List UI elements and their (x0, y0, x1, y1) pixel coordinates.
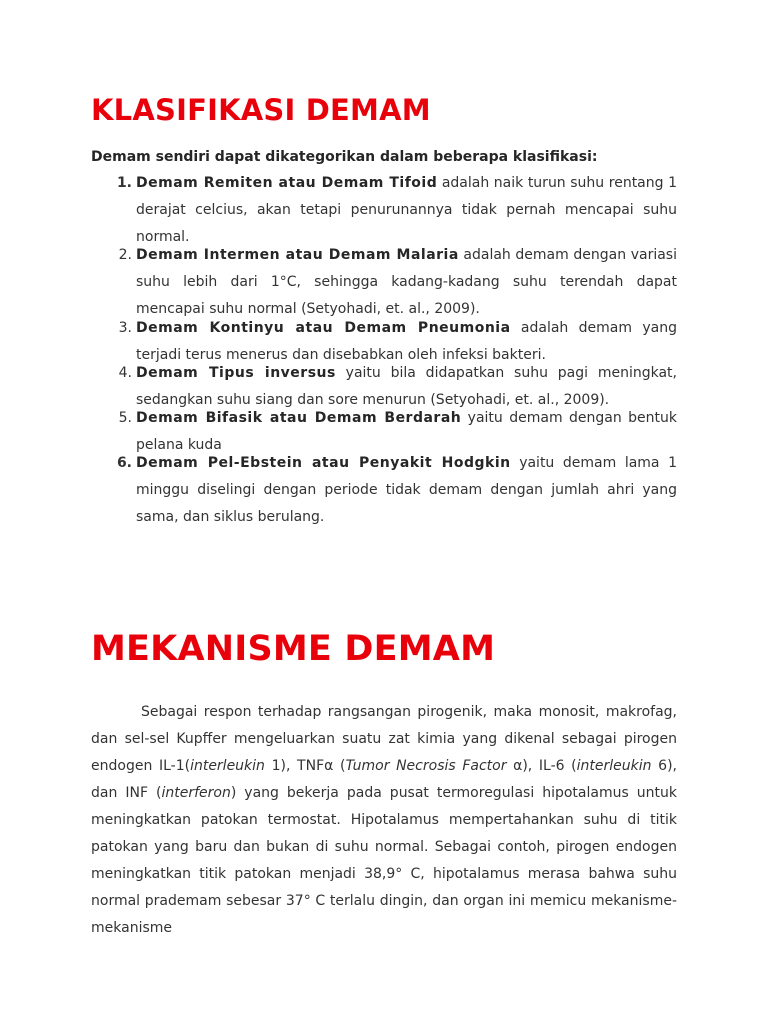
list-number: 4. (118, 365, 132, 381)
list-item-text: adalah naik turun suhu rentang 1 derajat celcius, akan tetapi penurunannya tidak pernah mencapai suhu normal. (136, 175, 678, 245)
list-number: 3. (118, 320, 132, 336)
list-item-text: adalah demam dengan variasi suhu lebih dari 1°C, sehingga kadang-kadang suhu terendah dapat mencapai suhu normal (Setyohadi, et. al., 2009). (136, 247, 677, 317)
paragraph-italic: interleukin (190, 758, 265, 774)
list-number: 2. (118, 247, 132, 263)
list-item-body (136, 242, 677, 323)
list-item-body (136, 450, 677, 531)
list-item-term: Demam Pel-Ebstein atau Penyakit Hodgkin (136, 455, 511, 471)
list-item-body (136, 170, 677, 251)
list-number: 6. (116, 455, 132, 471)
section-title-mekanisme: MEKANISME DEMAM (91, 629, 496, 669)
paragraph-italic: interleukin (576, 758, 652, 774)
mekanisme-paragraph (91, 699, 677, 942)
paragraph-text: α), IL-6 ( (506, 758, 577, 774)
paragraph-text: 6), dan INF ( (91, 758, 677, 801)
paragraph-italic: Tumor Necrosis Factor (345, 758, 507, 774)
section-title-klasifikasi: KLASIFIKASI DEMAM (91, 93, 431, 127)
intro-text: Demam sendiri dapat dikategorikan dalam beberapa klasifikasi: (91, 149, 598, 165)
list-item-term: Demam Kontinyu atau Demam Pneumonia (136, 320, 511, 336)
list-item-text: yaitu demam lama 1 minggu diselingi dengan periode tidak demam dengan jumlah ahri yang sama, dan siklus berulang. (136, 455, 677, 525)
list-number: 5. (118, 410, 132, 426)
list-item (91, 450, 677, 531)
list-item-text: yaitu demam dengan bentuk pelana kuda (136, 410, 677, 453)
list-number: 1. (116, 175, 132, 191)
list-item-text: adalah demam yang terjadi terus menerus dan disebabkan oleh infeksi bakteri. (136, 320, 678, 363)
list-item-term: Demam Intermen atau Demam Malaria (136, 247, 459, 263)
paragraph-text: Sebagai respon terhadap rangsangan pirogenik, maka monosit, makrofag, dan sel-sel Kupffer mengeluarkan suatu zat kimia yang dikenal sebagai pirogen endogen IL-1( (91, 704, 677, 774)
list-item-term: Demam Tipus inversus (136, 365, 336, 381)
list-item-text: yaitu bila didapatkan suhu pagi meningkat, sedangkan suhu siang dan sore menurun (Setyohadi, et. al., 2009). (136, 365, 677, 408)
list-item (91, 170, 677, 251)
list-item-term: Demam Remiten atau Demam Tifoid (136, 175, 438, 191)
paragraph-italic: interferon (161, 785, 231, 801)
list-item-term: Demam Bifasik atau Demam Berdarah (136, 410, 462, 426)
list-item (91, 242, 677, 323)
paragraph-text: 1), TNFα ( (264, 758, 346, 774)
paragraph-text: ) yang bekerja pada pusat termoregulasi hipotalamus untuk meningkatkan patokan termostat. Hipotalamus mempertahankan suhu di titik patokan yang baru dan bukan di suhu normal. Sebagai contoh, pirogen endogen meningkatkan titik patokan menjadi 38,9° C, hipotalamus merasa bahwa suhu normal prademam sebesar 37° C terlalu dingin, dan organ ini memicu mekanisme-mekanisme (91, 785, 677, 936)
